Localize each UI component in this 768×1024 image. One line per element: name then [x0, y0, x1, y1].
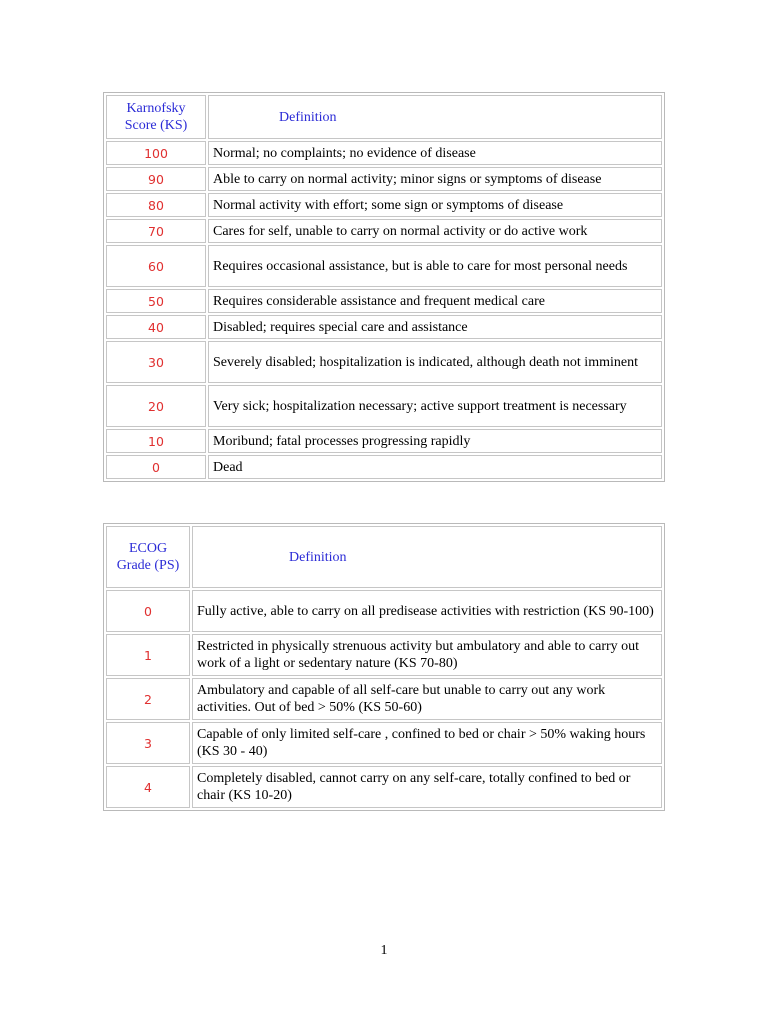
table-row — [106, 289, 662, 313]
table-header-row — [106, 95, 662, 139]
table-row — [106, 678, 662, 720]
ks-score-cell: 40 — [106, 315, 206, 339]
ecog-score-cell: 2 — [106, 678, 190, 720]
ks-definition-cell: Requires occasional assistance, but is able to care for most personal needs — [208, 245, 662, 287]
ecog-grade-header: ECOG Grade (PS) — [106, 526, 190, 588]
ks-definition-cell: Cares for self, unable to carry on normal activity or do active work — [208, 219, 662, 243]
ks-definition-cell: Normal; no complaints; no evidence of disease — [208, 141, 662, 165]
ks-definition-cell: Requires considerable assistance and frequent medical care — [208, 289, 662, 313]
ecog-score-cell: 1 — [106, 634, 190, 676]
ks-definition-cell: Very sick; hospitalization necessary; active support treatment is necessary — [208, 385, 662, 427]
ks-score-cell: 100 — [106, 141, 206, 165]
table-row — [106, 219, 662, 243]
ks-definition-cell: Dead — [208, 455, 662, 479]
ks-score-cell: 80 — [106, 193, 206, 217]
ks-score-cell: 10 — [106, 429, 206, 453]
ecog-score-cell: 4 — [106, 766, 190, 808]
ks-definition-cell: Normal activity with effort; some sign or symptoms of disease — [208, 193, 662, 217]
ks-definition-cell: Disabled; requires special care and assistance — [208, 315, 662, 339]
ecog-definition-cell: Ambulatory and capable of all self-care but unable to carry out any work activities. Out of bed > 50% (KS 50-60) — [192, 678, 662, 720]
ks-score-cell: 20 — [106, 385, 206, 427]
table-row — [106, 315, 662, 339]
ks-score-cell: 70 — [106, 219, 206, 243]
table-row — [106, 341, 662, 383]
ecog-definition-cell: Fully active, able to carry on all predisease activities with restriction (KS 90-100) — [192, 590, 662, 632]
table-row — [106, 141, 662, 165]
ks-definition-cell: Severely disabled; hospitalization is indicated, although death not imminent — [208, 341, 662, 383]
table-row — [106, 245, 662, 287]
table-row — [106, 590, 662, 632]
table-row — [106, 634, 662, 676]
table-row — [106, 167, 662, 191]
ks-score-cell: 30 — [106, 341, 206, 383]
ks-score-cell: 60 — [106, 245, 206, 287]
ecog-table — [103, 523, 665, 811]
table-header-row — [106, 526, 662, 588]
table-row — [106, 385, 662, 427]
ks-score-cell: 90 — [106, 167, 206, 191]
ecog-definition-cell: Completely disabled, cannot carry on any self-care, totally confined to bed or chair (KS 10-20) — [192, 766, 662, 808]
ecog-definition-cell: Restricted in physically strenuous activity but ambulatory and able to carry out work of a light or sedentary nature (KS 70-80) — [192, 634, 662, 676]
definition-header: Definition — [192, 526, 662, 588]
table-row — [106, 455, 662, 479]
table-row — [106, 766, 662, 808]
ks-score-cell: 50 — [106, 289, 206, 313]
ecog-score-cell: 3 — [106, 722, 190, 764]
ecog-score-cell: 0 — [106, 590, 190, 632]
ecog-definition-cell: Capable of only limited self-care , confined to bed or chair > 50% waking hours (KS 30 - 40) — [192, 722, 662, 764]
karnofsky-table — [103, 92, 665, 482]
table-row — [106, 193, 662, 217]
definition-header: Definition — [208, 95, 662, 139]
ks-score-cell: 0 — [106, 455, 206, 479]
ks-definition-cell: Able to carry on normal activity; minor signs or symptoms of disease — [208, 167, 662, 191]
page-number: 1 — [380, 943, 388, 958]
table-row — [106, 429, 662, 453]
ks-definition-cell: Moribund; fatal processes progressing rapidly — [208, 429, 662, 453]
table-row — [106, 722, 662, 764]
karnofsky-score-header: Karnofsky Score (KS) — [106, 95, 206, 139]
